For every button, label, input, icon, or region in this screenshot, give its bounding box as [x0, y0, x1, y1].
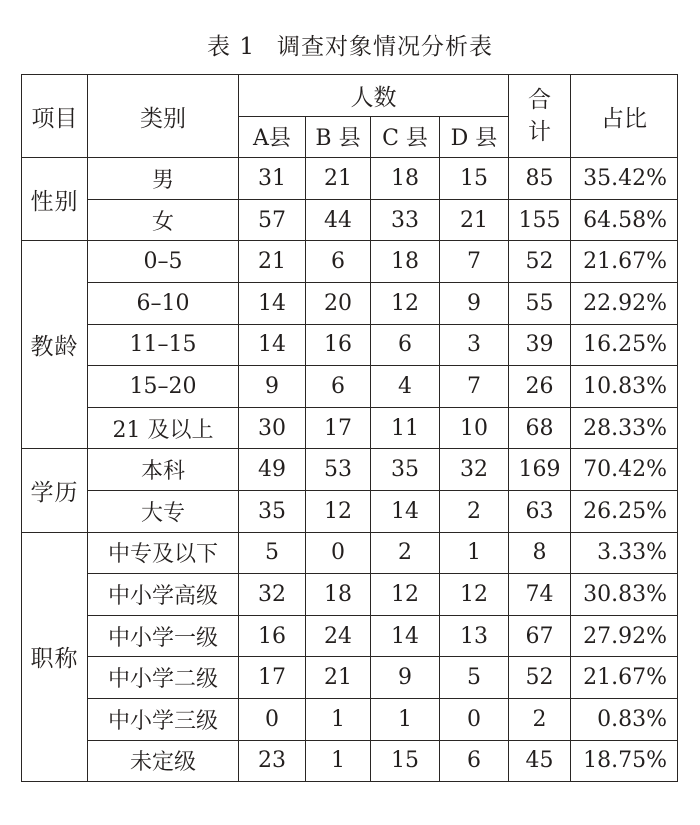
ratio-cell: 18.75% — [571, 740, 678, 782]
survey-table — [21, 74, 678, 782]
category-cell: 15–20 — [88, 366, 239, 408]
table-row — [22, 199, 678, 241]
county-d-cell: 6 — [440, 740, 509, 782]
header-county-d: D 县 — [440, 116, 509, 158]
county-c-cell: 15 — [371, 740, 440, 782]
county-a-cell: 32 — [239, 574, 306, 616]
header-row-1 — [22, 75, 678, 117]
county-d-cell: 7 — [440, 241, 509, 283]
county-b-cell: 53 — [306, 449, 371, 491]
county-b-cell: 1 — [306, 698, 371, 740]
ratio-cell: 16.25% — [571, 324, 678, 366]
county-d-cell: 0 — [440, 698, 509, 740]
table-row — [22, 282, 678, 324]
county-c-cell: 6 — [371, 324, 440, 366]
county-c-cell: 2 — [371, 532, 440, 574]
ratio-cell: 26.25% — [571, 490, 678, 532]
county-a-cell: 16 — [239, 615, 306, 657]
county-c-cell: 33 — [371, 199, 440, 241]
total-cell: 45 — [509, 740, 571, 782]
county-d-cell: 32 — [440, 449, 509, 491]
ratio-cell: 70.42% — [571, 449, 678, 491]
county-d-cell: 7 — [440, 366, 509, 408]
county-a-cell: 49 — [239, 449, 306, 491]
total-cell: 55 — [509, 282, 571, 324]
table-row — [22, 407, 678, 449]
total-cell: 26 — [509, 366, 571, 408]
header-category: 类别 — [88, 75, 239, 158]
ratio-cell: 21.67% — [571, 657, 678, 699]
category-cell: 0–5 — [88, 241, 239, 283]
county-c-cell: 35 — [371, 449, 440, 491]
county-a-cell: 0 — [239, 698, 306, 740]
total-cell: 169 — [509, 449, 571, 491]
county-d-cell: 5 — [440, 657, 509, 699]
total-cell: 2 — [509, 698, 571, 740]
county-b-cell: 44 — [306, 199, 371, 241]
county-a-cell: 30 — [239, 407, 306, 449]
table-caption — [0, 28, 700, 61]
category-cell: 中专及以下 — [88, 532, 239, 574]
group-label: 教龄 — [22, 241, 88, 449]
county-a-cell: 57 — [239, 199, 306, 241]
ratio-cell: 21.67% — [571, 241, 678, 283]
county-d-cell: 2 — [440, 490, 509, 532]
header-item: 项目 — [22, 75, 88, 158]
category-cell: 大专 — [88, 490, 239, 532]
county-a-cell: 14 — [239, 282, 306, 324]
table-number: 表 1 — [207, 34, 255, 60]
category-cell: 中小学一级 — [88, 615, 239, 657]
county-c-cell: 9 — [371, 657, 440, 699]
county-c-cell: 14 — [371, 615, 440, 657]
county-d-cell: 12 — [440, 574, 509, 616]
category-cell: 本科 — [88, 449, 239, 491]
header-ratio: 占比 — [571, 75, 678, 158]
county-b-cell: 21 — [306, 158, 371, 200]
table-row — [22, 490, 678, 532]
total-cell: 52 — [509, 241, 571, 283]
county-b-cell: 1 — [306, 740, 371, 782]
total-cell: 63 — [509, 490, 571, 532]
group-label: 性别 — [22, 158, 88, 241]
header-people: 人数 — [239, 75, 509, 117]
total-cell: 74 — [509, 574, 571, 616]
category-cell: 中小学高级 — [88, 574, 239, 616]
county-b-cell: 21 — [306, 657, 371, 699]
ratio-cell: 35.42% — [571, 158, 678, 200]
county-d-cell: 9 — [440, 282, 509, 324]
county-d-cell: 3 — [440, 324, 509, 366]
header-county-b: B 县 — [306, 116, 371, 158]
table-row — [22, 158, 678, 200]
total-cell: 68 — [509, 407, 571, 449]
county-a-cell: 21 — [239, 241, 306, 283]
county-a-cell: 31 — [239, 158, 306, 200]
category-cell: 21 及以上 — [88, 407, 239, 449]
county-c-cell: 14 — [371, 490, 440, 532]
ratio-cell: 27.92% — [571, 615, 678, 657]
county-d-cell: 1 — [440, 532, 509, 574]
county-b-cell: 16 — [306, 324, 371, 366]
county-d-cell: 21 — [440, 199, 509, 241]
ratio-cell: 0.83% — [571, 698, 678, 740]
county-d-cell: 10 — [440, 407, 509, 449]
county-b-cell: 17 — [306, 407, 371, 449]
total-cell: 67 — [509, 615, 571, 657]
header-total — [509, 75, 571, 158]
table-row — [22, 241, 678, 283]
header-total-line2: 计 — [528, 119, 551, 146]
table-title: 调查对象情况分析表 — [276, 34, 493, 60]
county-a-cell: 14 — [239, 324, 306, 366]
header-county-a: A县 — [239, 116, 306, 158]
county-a-cell: 35 — [239, 490, 306, 532]
ratio-cell: 3.33% — [571, 532, 678, 574]
county-c-cell: 4 — [371, 366, 440, 408]
county-a-cell: 9 — [239, 366, 306, 408]
table-row — [22, 740, 678, 782]
header-county-c: C 县 — [371, 116, 440, 158]
ratio-cell: 22.92% — [571, 282, 678, 324]
category-cell: 中小学三级 — [88, 698, 239, 740]
county-c-cell: 11 — [371, 407, 440, 449]
category-cell: 11–15 — [88, 324, 239, 366]
header-total-line1: 合 — [528, 86, 551, 113]
county-a-cell: 23 — [239, 740, 306, 782]
category-cell: 6–10 — [88, 282, 239, 324]
county-c-cell: 18 — [371, 158, 440, 200]
county-c-cell: 1 — [371, 698, 440, 740]
county-b-cell: 6 — [306, 241, 371, 283]
table-row — [22, 574, 678, 616]
category-cell: 男 — [88, 158, 239, 200]
county-a-cell: 5 — [239, 532, 306, 574]
table-row — [22, 698, 678, 740]
table-row — [22, 449, 678, 491]
table-row — [22, 366, 678, 408]
county-c-cell: 12 — [371, 574, 440, 616]
county-b-cell: 24 — [306, 615, 371, 657]
ratio-cell: 64.58% — [571, 199, 678, 241]
total-cell: 155 — [509, 199, 571, 241]
table-body — [22, 158, 678, 782]
category-cell: 未定级 — [88, 740, 239, 782]
county-c-cell: 18 — [371, 241, 440, 283]
county-d-cell: 13 — [440, 615, 509, 657]
table-row — [22, 657, 678, 699]
group-label: 学历 — [22, 449, 88, 532]
total-cell: 85 — [509, 158, 571, 200]
category-cell: 女 — [88, 199, 239, 241]
county-d-cell: 15 — [440, 158, 509, 200]
total-cell: 52 — [509, 657, 571, 699]
county-b-cell: 6 — [306, 366, 371, 408]
total-cell: 39 — [509, 324, 571, 366]
table-row — [22, 324, 678, 366]
county-b-cell: 0 — [306, 532, 371, 574]
category-cell: 中小学二级 — [88, 657, 239, 699]
group-label: 职称 — [22, 532, 88, 782]
county-b-cell: 18 — [306, 574, 371, 616]
county-c-cell: 12 — [371, 282, 440, 324]
county-b-cell: 20 — [306, 282, 371, 324]
ratio-cell: 10.83% — [571, 366, 678, 408]
table-row — [22, 615, 678, 657]
county-a-cell: 17 — [239, 657, 306, 699]
table-row — [22, 532, 678, 574]
ratio-cell: 28.33% — [571, 407, 678, 449]
total-cell: 8 — [509, 532, 571, 574]
county-b-cell: 12 — [306, 490, 371, 532]
ratio-cell: 30.83% — [571, 574, 678, 616]
